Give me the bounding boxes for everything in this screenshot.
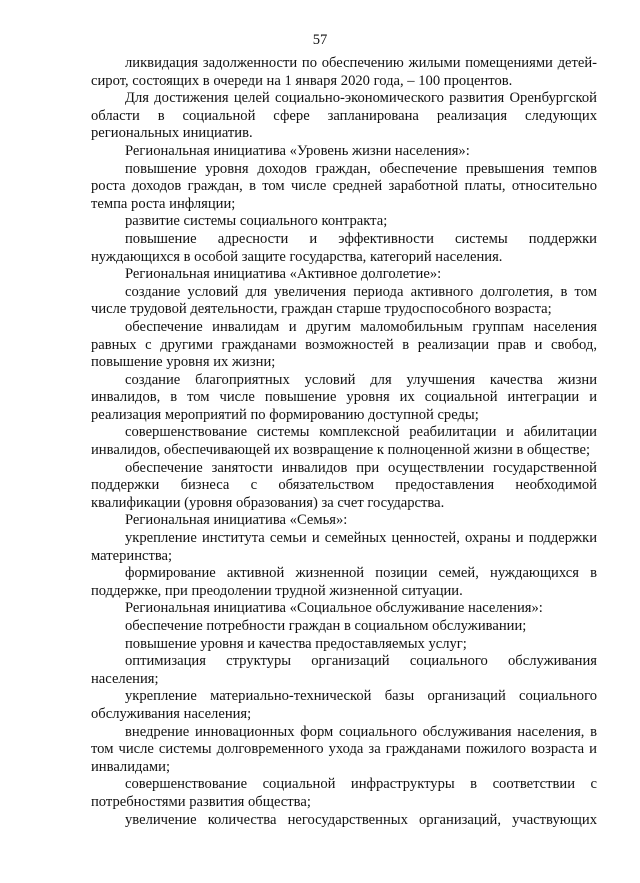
paragraph: создание условий для увеличения периода активного долголетия, в том числе трудовой деятельности, граждан старше трудоспособного возраста; — [91, 283, 597, 318]
paragraph: повышение уровня доходов граждан, обеспечение превышения темпов роста доходов граждан, в том числе средней заработной платы, относительно темпа роста инфляции; — [91, 160, 597, 212]
initiative-heading: Региональная инициатива «Уровень жизни населения»: — [125, 142, 470, 159]
page-number: 57 — [312, 32, 328, 48]
paragraph: обеспечение инвалидам и другим маломобильным группам населения равных с другими гражданами возможностей в реализации прав и свобод, повышение уровня их жизни; — [91, 318, 597, 371]
paragraph: увеличение количества негосударственных организаций, участвующих — [125, 811, 597, 828]
body-text — [91, 55, 597, 829]
paragraph: совершенствование системы комплексной реабилитации и абилитации инвалидов, обеспечивающей их возвращение к полноценной жизни в обществе; — [91, 424, 597, 459]
initiative-heading: Региональная инициатива «Социальное обслуживание населения»: — [125, 600, 543, 617]
paragraph: оптимизация структуры организаций социального обслуживания населения; — [91, 653, 597, 687]
paragraph: создание благоприятных условий для улучшения качества жизни инвалидов, в том числе повышение уровня их социальной интеграции и реализация мероприятий по формированию доступной среды; — [91, 371, 597, 423]
paragraph: Для достижения целей социально-экономического развития Оренбургской области в социальной сфере запланирована реализация следующих региональных инициатив. — [91, 90, 597, 142]
paragraph: повышение уровня и качества предоставляемых услуг; — [125, 635, 467, 652]
paragraph: укрепление института семьи и семейных ценностей, охраны и поддержки материнства; — [91, 530, 597, 564]
paragraph: совершенствование социальной инфраструктуры в соответствии с потребностями развития общества; — [91, 776, 597, 810]
paragraph: обеспечение потребности граждан в социальном обслуживании; — [125, 618, 527, 634]
paragraph: ликвидация задолженности по обеспечению жилыми помещениями детей-сирот, состоящих в очереди на 1 января 2020 года, – 100 процентов. — [91, 55, 597, 89]
paragraph: внедрение инновационных форм социального обслуживания населения, в том числе системы долговременного ухода за гражданами пожилого возраста и инвалидами; — [91, 723, 597, 775]
initiative-heading: Региональная инициатива «Семья»: — [125, 512, 348, 529]
paragraph: укрепление материально-технической базы организаций социального обслуживания населения; — [91, 688, 597, 722]
paragraph: развитие системы социального контракта; — [125, 213, 388, 230]
paragraph: обеспечение занятости инвалидов при осуществлении государственной поддержки бизнеса с обязательством предоставления необходимой квалификации (уровня образования) за счет государства. — [91, 459, 597, 511]
paragraph: повышение адресности и эффективности системы поддержки нуждающихся в особой защите государства, категорий населения. — [91, 230, 597, 265]
initiative-heading: Региональная инициатива «Активное долголетие»: — [125, 266, 442, 283]
paragraph: формирование активной жизненной позиции семей, нуждающихся в поддержке, при преодолении трудной жизненной ситуации. — [91, 565, 597, 599]
